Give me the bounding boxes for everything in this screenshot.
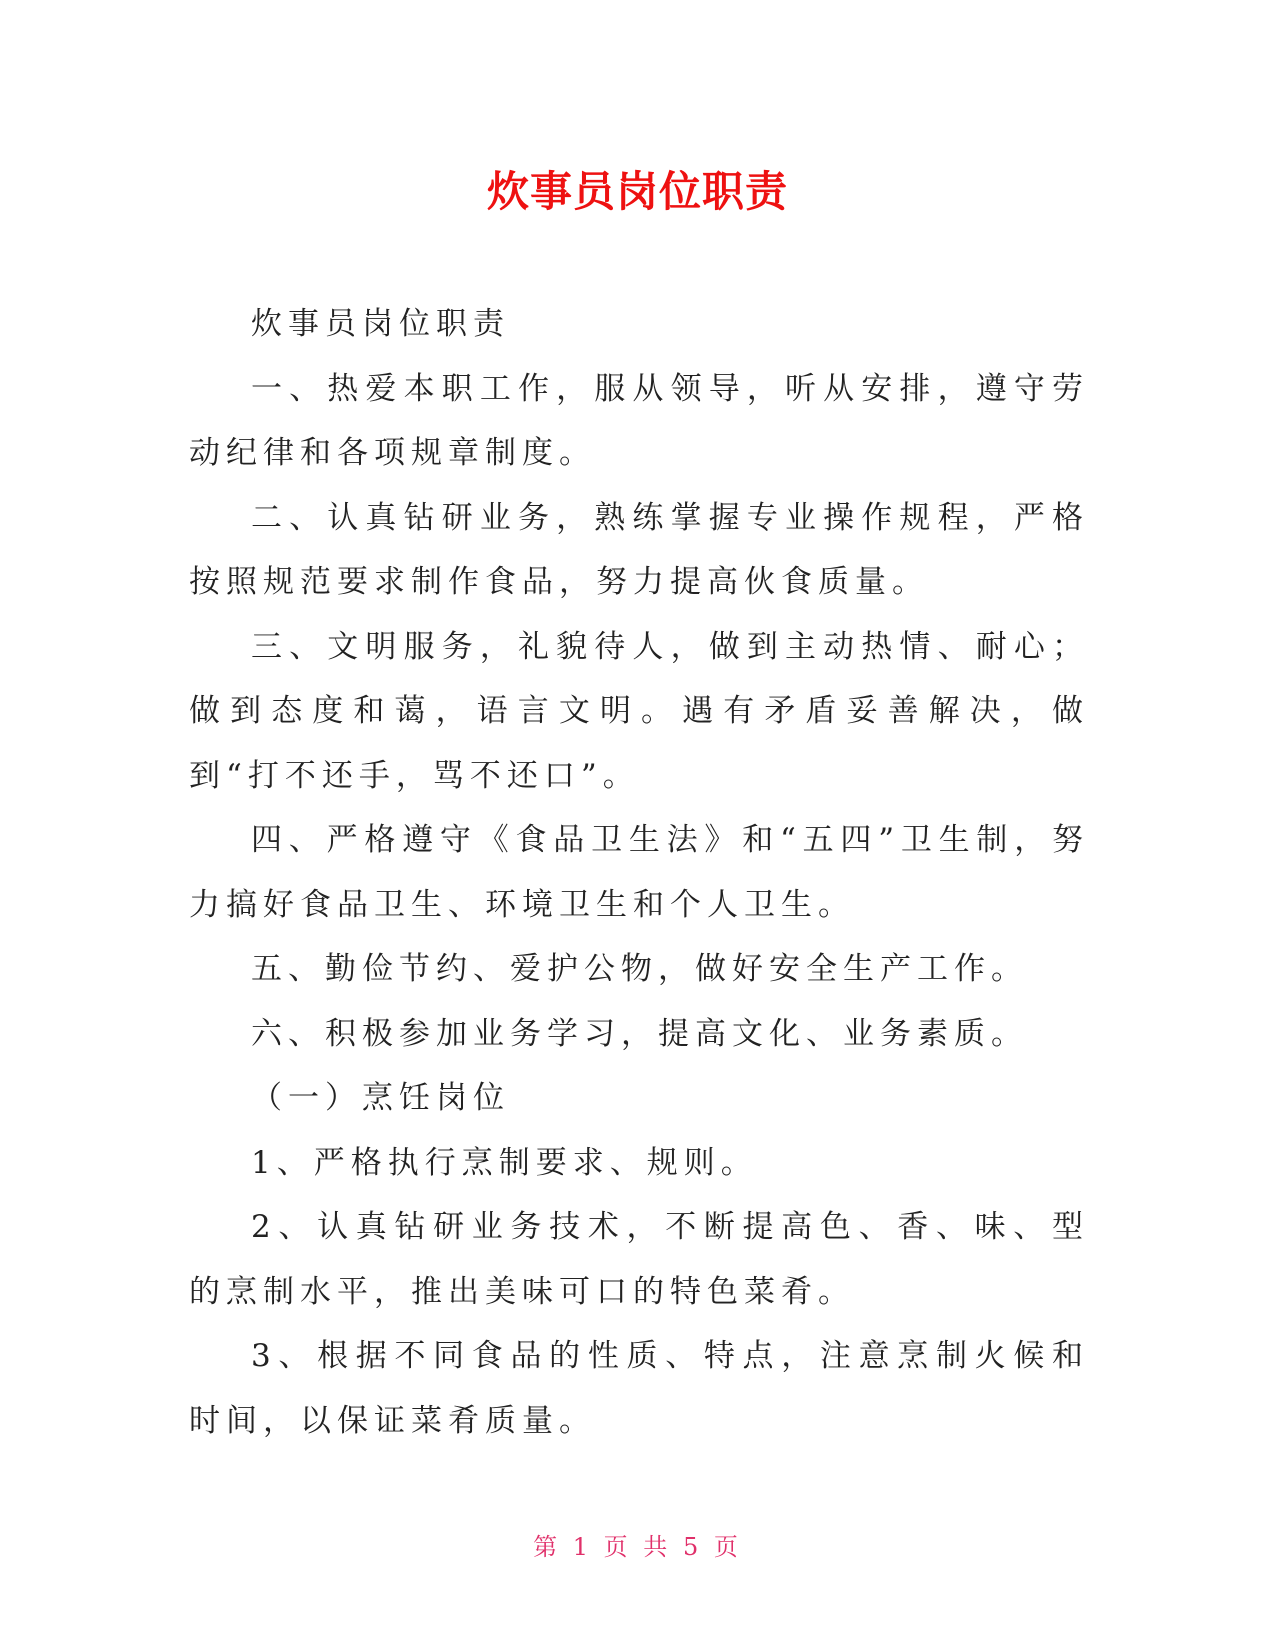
body-heading: 炊事员岗位职责 xyxy=(251,306,510,342)
paragraph-cooking-1: 1、严格执行烹制要求、规则。 xyxy=(251,1144,758,1181)
paragraph-5: 五、勤俭节约、爱护公物，做好安全生产工作。 xyxy=(251,951,1028,987)
section-heading-cooking: （一）烹饪岗位 xyxy=(251,1080,510,1116)
paragraph-4: 四、严格遵守《食品卫生法》和“五四”卫生制，努力搞好食品卫生、环境卫生和个人卫生。 xyxy=(189,822,1089,923)
paragraph-6: 六、积极参加业务学习，提高文化、业务素质。 xyxy=(251,1015,1028,1052)
page-footer: 第 1 页 共 5 页 xyxy=(533,1533,742,1561)
document-body xyxy=(189,292,1089,1453)
paragraph-1: 一、热爱本职工作，服从领导，听从安排，遵守劳动纪律和各项规章制度。 xyxy=(189,370,1089,471)
paragraph-2: 二、认真钻研业务，熟练掌握专业操作规程，严格按照规范要求制作食品，努力提高伙食质量。 xyxy=(189,499,1089,600)
document-title: 炊事员岗位职责 xyxy=(486,167,788,216)
paragraph-cooking-3: 3、根据不同食品的性质、特点，注意烹制火候和时间，以保证菜肴质量。 xyxy=(189,1338,1089,1439)
paragraph-cooking-2: 2、认真钻研业务技术，不断提高色、香、味、型的烹制水平，推出美味可口的特色菜肴。 xyxy=(189,1209,1089,1310)
paragraph-3: 三、文明服务，礼貌待人，做到主动热情、耐心；做到态度和蔼，语言文明。遇有矛盾妥善解决，做到“打不还手，骂不还口”。 xyxy=(189,628,1089,794)
